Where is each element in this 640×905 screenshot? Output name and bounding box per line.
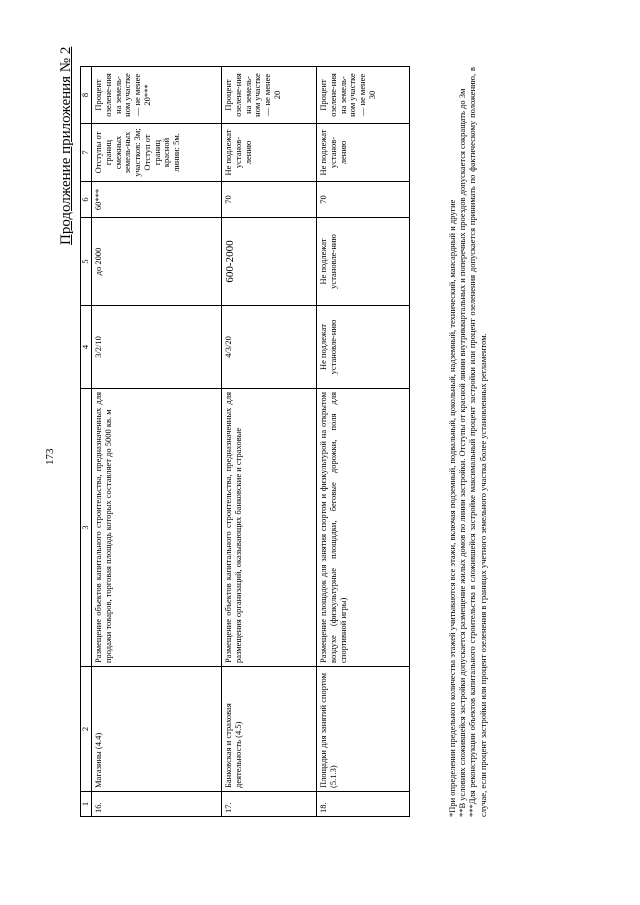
floors-height: Не подлежат установле-нию [317,306,410,389]
regulations-table [80,66,410,817]
table-row [92,67,222,817]
appendix-title: Продолжение приложения № 2 [58,46,74,245]
column-number: 8 [81,67,92,124]
lot-area: до 2000 [92,218,222,306]
column-number: 5 [81,218,92,306]
table-row [317,67,410,817]
use-type-name: Площадки для занятий спортом (5.1.3) [317,667,410,792]
greening-percent: Процент озелене-ния на земель-ном участке — не менее 30 [317,67,410,124]
column-number: 6 [81,182,92,218]
max-coverage: 70 [222,182,317,218]
column-number-row [81,67,92,817]
setbacks: Не подлежат установ-лению [222,124,317,182]
setbacks: Отступы от границ смежных земель-ных участков: 3м; Отступ от границ красной линии: 5м. [92,124,222,182]
row-number: 17. [222,792,317,817]
column-number: 2 [81,667,92,792]
use-type-name: Магазины (4.4) [92,667,222,792]
use-description: Размещение объектов капитального строительства, предназначенных для продажи товаров, торговая площадь которых составляет до 5000 кв. м [92,389,222,667]
floors-height: 4/3/20 [222,306,317,389]
row-number: 18. [317,792,410,817]
column-number: 1 [81,792,92,817]
table-row [222,67,317,817]
column-number: 7 [81,124,92,182]
use-description: Размещение площадок для занятия спортом и физкультурой на открытом воздухе (физкультурные площадки, беговые дорожки, поля для спортивной игры) [317,389,410,667]
footnote: *При определении предельного количества этажей учитываются все этажи, включая подземный, подвальный, цокольный, надземный, технический, мансардный и другие [447,199,457,817]
footnotes [447,67,488,817]
column-number: 4 [81,306,92,389]
footnote: **В условиях сложившейся застройки допускается размещение жилых домов по линии застройки. Отступы от красной линии внутриквартальных и поперечных проездов допускается сокращать до 3м [457,88,468,817]
lot-area: Не подлежат установле-нию [317,218,410,306]
greening-percent: Процент озелене-ния на земель-ном участке — не менее 20*** [92,67,222,124]
page-number: 173 [44,448,56,465]
greening-percent: Процент озелене-ния на земель-ном участке — не менее 20 [222,67,317,124]
use-type-name: Банковская и страховая деятельность (4.5) [222,667,317,792]
floors-height: 3/2/10 [92,306,222,389]
lot-area: 600-2000 [222,218,317,306]
use-description: Размещение объектов капитального строительства, предназначенных для размещения организаций, оказывающих банковские и страховые [222,389,317,667]
row-number: 16. [92,792,222,817]
footnote: ***Для реконструкции объектов капитального строительства в сложившейся застройке максимальный процент застройки или процент озеленения допускается принимать по фактическому положению, в случае, если процент застройки или процент озеленения в границах учетного земельного участка более установленных регламентом. [467,67,488,817]
column-number: 3 [81,389,92,667]
max-coverage: 60*** [92,182,222,218]
setbacks: Не подлежат установ-лению [317,124,410,182]
max-coverage: 70 [317,182,410,218]
